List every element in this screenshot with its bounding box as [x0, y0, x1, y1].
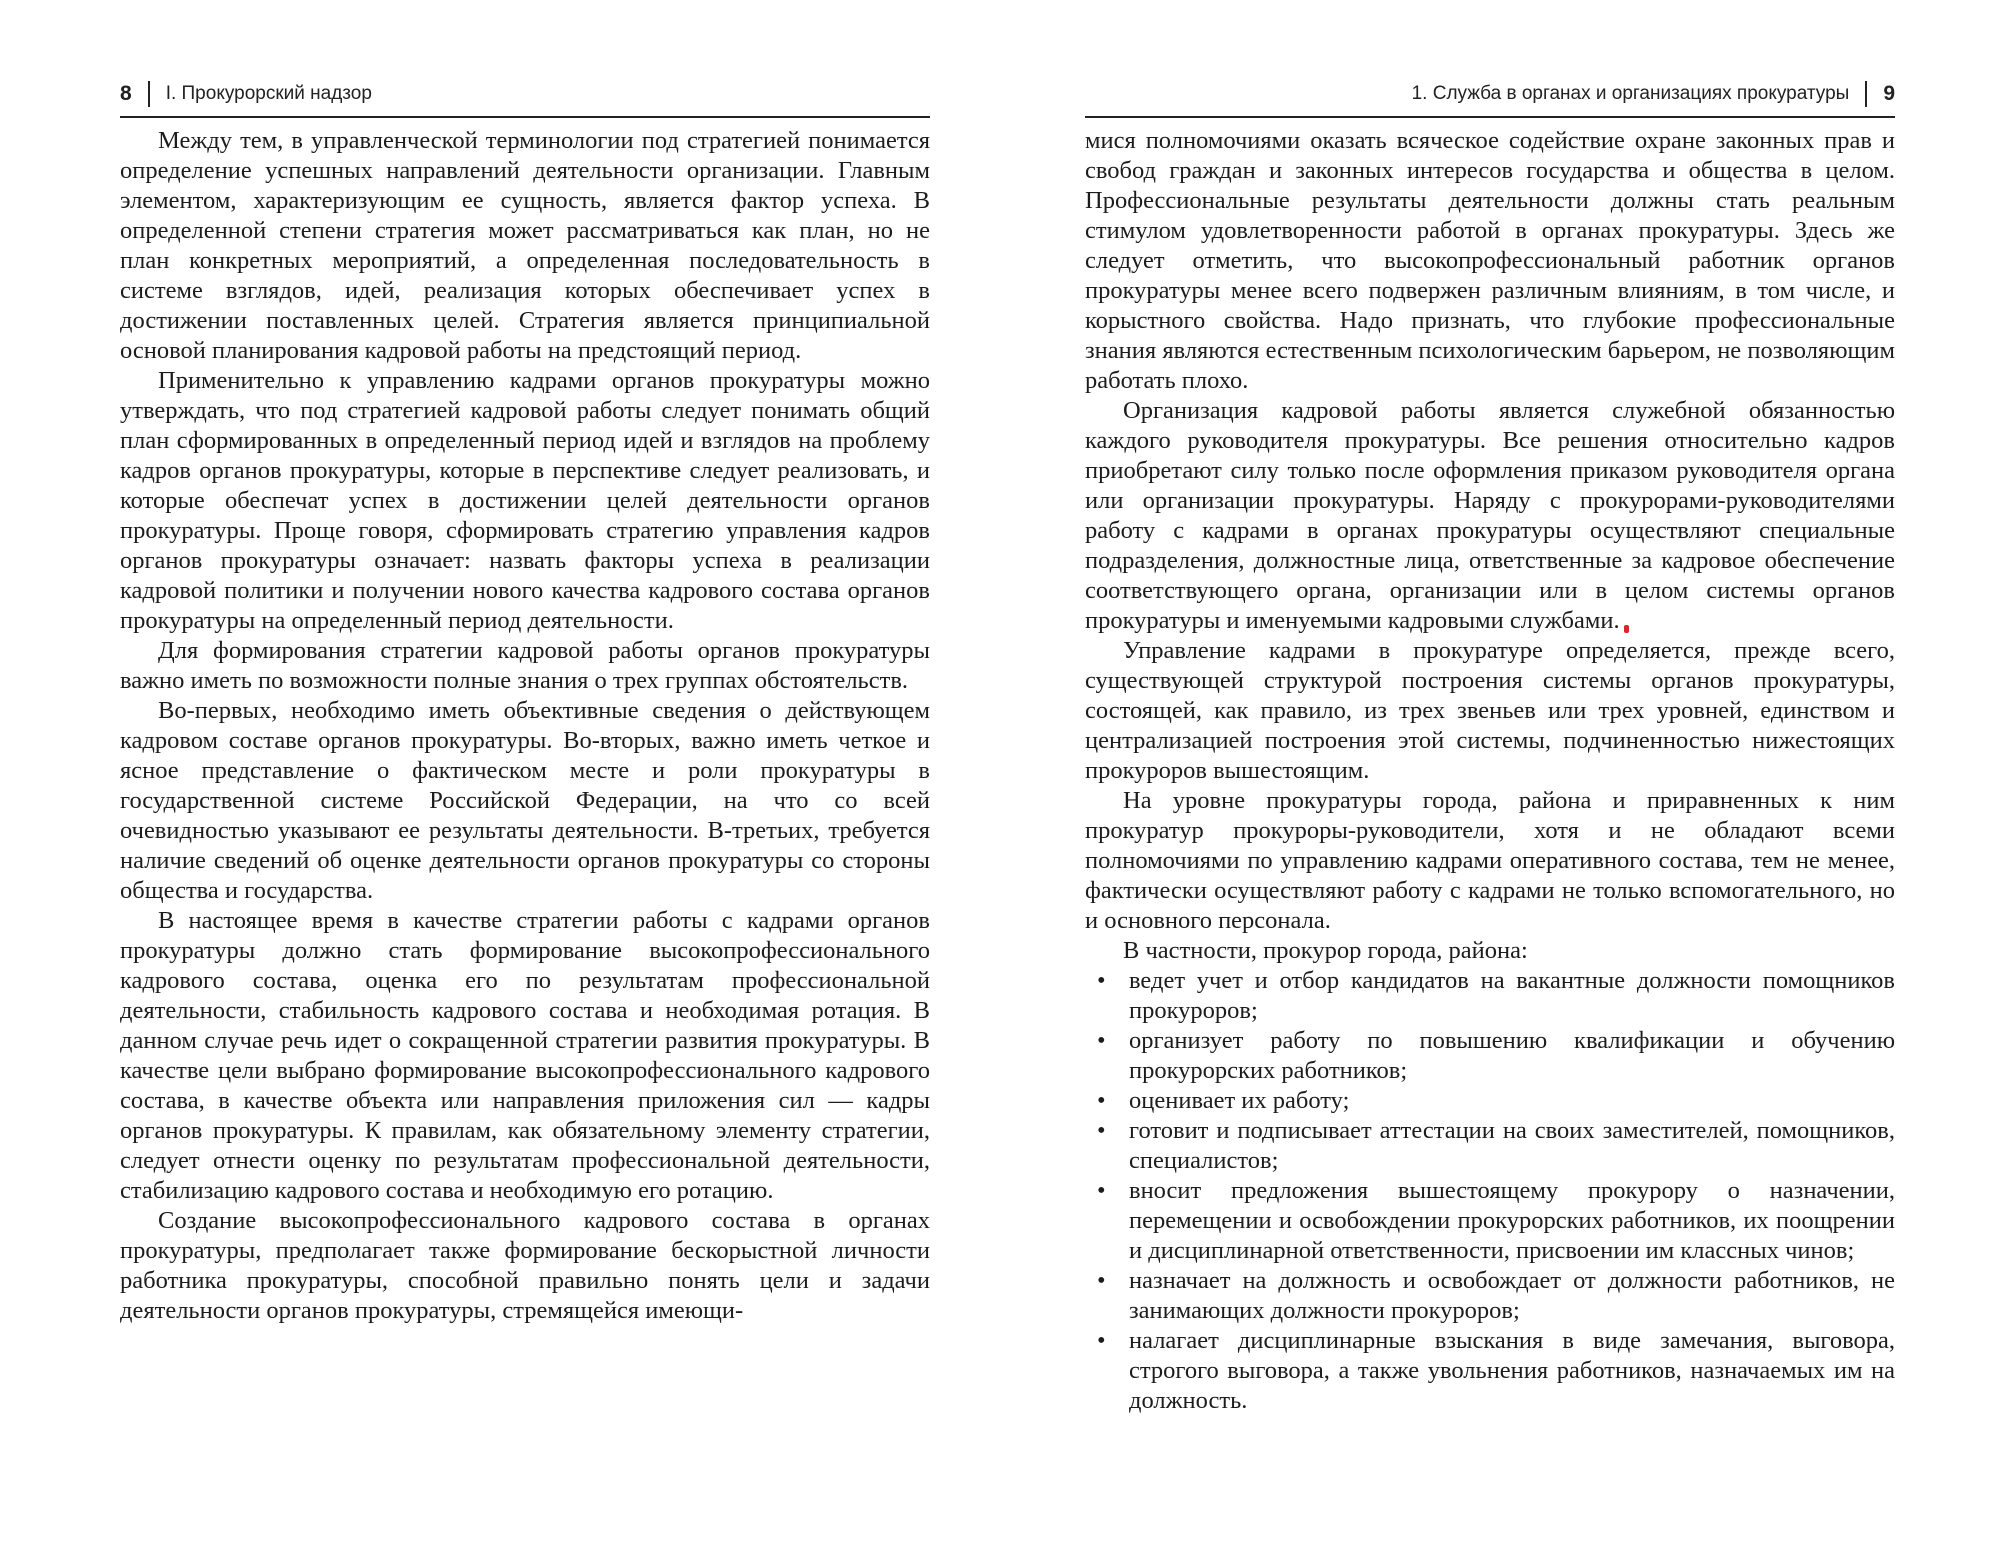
list-item-text: оценивает их работу;	[1129, 1087, 1350, 1114]
left-running-head-title: I. Прокурорский надзор	[165, 83, 372, 104]
paragraph: Создание высокопрофессионального кадрового состава в органах прокуратуры, предполагает также формирование бескорыстной личности работника прокуратуры, способной правильно понять цели и задачи деятельности органов прокуратуры, стремящейся имеющи-	[120, 1207, 930, 1324]
paragraph: Для формирования стратегии кадровой работы органов прокуратуры важно иметь по возможности полные знания о трех группах обстоятельств.	[120, 637, 930, 694]
bullet-icon: •	[1097, 1027, 1106, 1054]
right-running-header	[1085, 80, 1895, 118]
bullet-icon: •	[1097, 1087, 1106, 1114]
bullet-icon: •	[1097, 1327, 1106, 1354]
paragraph: Между тем, в управленческой терминологии под стратегией понимается определение успешных направлений деятельности организации. Главным элементом, характеризующим ее сущность, является фактор успеха. В определенной степени стратегия может рассматриваться как план, но не план конкретных мероприятий, а определенная последовательность в системе взглядов, идей, реализация которых обеспечивает успех в достижении поставленных целей. Стратегия является принципиальной основой планирования кадровой работы на предстоящий период.	[120, 127, 930, 364]
paragraph: Управление кадрами в прокуратуре определяется, прежде всего, существующей структурой построения системы органов прокуратуры, состоящей, как правило, из трех звеньев или трех уровней, единством и централизацией построения этой системы, подчиненностью нижестоящих прокуроров вышестоящим.	[1085, 637, 1895, 784]
right-page-body	[1085, 126, 1895, 1416]
right-running-head-title: 1. Служба в органах и организациях прокуратуры	[1411, 83, 1850, 104]
list-item	[1085, 966, 1895, 1026]
paragraph: Организация кадровой работы является служебной обязанностью каждого руководителя прокуратуры. Все решения относительно кадров приобретают силу только после оформления приказом руководителя органа или организации прокуратуры. Наряду с прокурорами-руководителями работу с кадрами в органах прокуратуры осуществляют специальные подразделения, должностные лица, ответственные за кадровое обеспечение соответствующего органа, организации или в целом системы органов прокуратуры и именуемыми кадровыми службами.	[1085, 397, 1895, 634]
paragraph: Во-первых, необходимо иметь объективные сведения о действующем кадровом составе органов прокуратуры. Во-вторых, важно иметь четкое и ясное представление о фактическом месте и роли прокуратуры в государственной системе Российской Федерации, на что со всей очевидностью указывают ее результаты деятельности. В-третьих, требуется наличие сведений об оценке деятельности органов прокуратуры со стороны общества и государства.	[120, 697, 930, 904]
header-divider	[148, 81, 150, 107]
list-item-text: налагает дисциплинарные взыскания в виде замечания, выговора, строгого выговора, а также увольнения работников, назначаемых им на должность.	[1129, 1327, 1895, 1414]
left-page-number: 8	[120, 82, 132, 105]
paragraph: На уровне прокуратуры города, района и приравненных к ним прокуратур прокуроры-руководители, хотя и не обладают всеми полномочиями по управлению кадрами оперативного состава, тем не менее, фактически осуществляют работу с кадрами не только вспомогательного, но и основного персонала.	[1085, 787, 1895, 934]
list-item	[1085, 1176, 1895, 1266]
list-item-text: вносит предложения вышестоящему прокурору о назначении, перемещении и освобождении прокурорских работников, их поощрении и дисциплинарной ответственности, присвоении им классных чинов;	[1129, 1177, 1895, 1264]
left-running-header	[120, 80, 930, 118]
duties-list	[1085, 966, 1895, 1416]
list-item	[1085, 1116, 1895, 1176]
paragraph: В настоящее время в качестве стратегии работы с кадрами органов прокуратуры должно стать формирование высокопрофессионального кадрового состава, оценка его по результатам профессиональной деятельности, стабильность кадрового состава и необходимая ротация. В данном случае речь идет о сокращенной стратегии развития прокуратуры. В качестве цели выбрано формирование высокопрофессионального кадрового состава, в качестве объекта или направления приложения сил — кадры органов прокуратуры. К правилам, как обязательному элементу стратегии, следует отнести оценку по результатам профессиональной деятельности, стабилизацию кадрового состава и необходимую его ротацию.	[120, 907, 930, 1204]
continued-paragraph: мися полномочиями оказать всяческое содействие охране законных прав и свобод граждан и законных интересов государства и общества в целом. Профессиональные результаты деятельности должны стать реальным стимулом удовлетворенности работой в органах прокуратуры. Здесь же следует отметить, что высокопрофессиональный работник органов прокуратуры менее всего подвержен различным влияниям, в том числе, и корыстного свойства. Надо признать, что глубокие профессиональные знания являются естественным психологическим барьером, не позволяющим работать плохо.	[1085, 127, 1895, 394]
list-item	[1085, 1026, 1895, 1086]
right-page	[1085, 80, 1895, 1416]
left-page-body	[120, 126, 930, 1326]
list-item-text: готовит и подписывает аттестации на своих заместителей, помощников, специалистов;	[1129, 1117, 1895, 1174]
list-item	[1085, 1266, 1895, 1326]
list-item-text: ведет учет и отбор кандидатов на вакантные должности помощников прокуроров;	[1129, 967, 1895, 1024]
list-item	[1085, 1326, 1895, 1416]
header-divider	[1865, 81, 1867, 107]
bullet-icon: •	[1097, 1177, 1106, 1204]
red-ink-mark	[1624, 625, 1629, 633]
list-item-text: организует работу по повышению квалификации и обучению прокурорских работников;	[1129, 1027, 1895, 1084]
left-page	[120, 80, 930, 1326]
list-intro: В частности, прокурор города, района:	[1123, 937, 1528, 964]
list-item	[1085, 1086, 1895, 1116]
bullet-icon: •	[1097, 967, 1106, 994]
bullet-icon: •	[1097, 1267, 1106, 1294]
right-page-number: 9	[1883, 82, 1895, 105]
list-item-text: назначает на должность и освобождает от должности работников, не занимающих должности прокуроров;	[1129, 1267, 1895, 1324]
bullet-icon: •	[1097, 1117, 1106, 1144]
paragraph: Применительно к управлению кадрами органов прокуратуры можно утверждать, что под стратегией кадровой работы следует понимать общий план сформированных в определенный период идей и взглядов на проблему кадров органов прокуратуры, которые в перспективе следует реализовать, и которые обеспечат успех в достижении целей деятельности органов прокуратуры. Проще говоря, сформировать стратегию управления кадров органов прокуратуры означает: назвать факторы успеха в реализации кадровой политики и получении нового качества кадрового состава органов прокуратуры на определенный период деятельности.	[120, 367, 930, 634]
